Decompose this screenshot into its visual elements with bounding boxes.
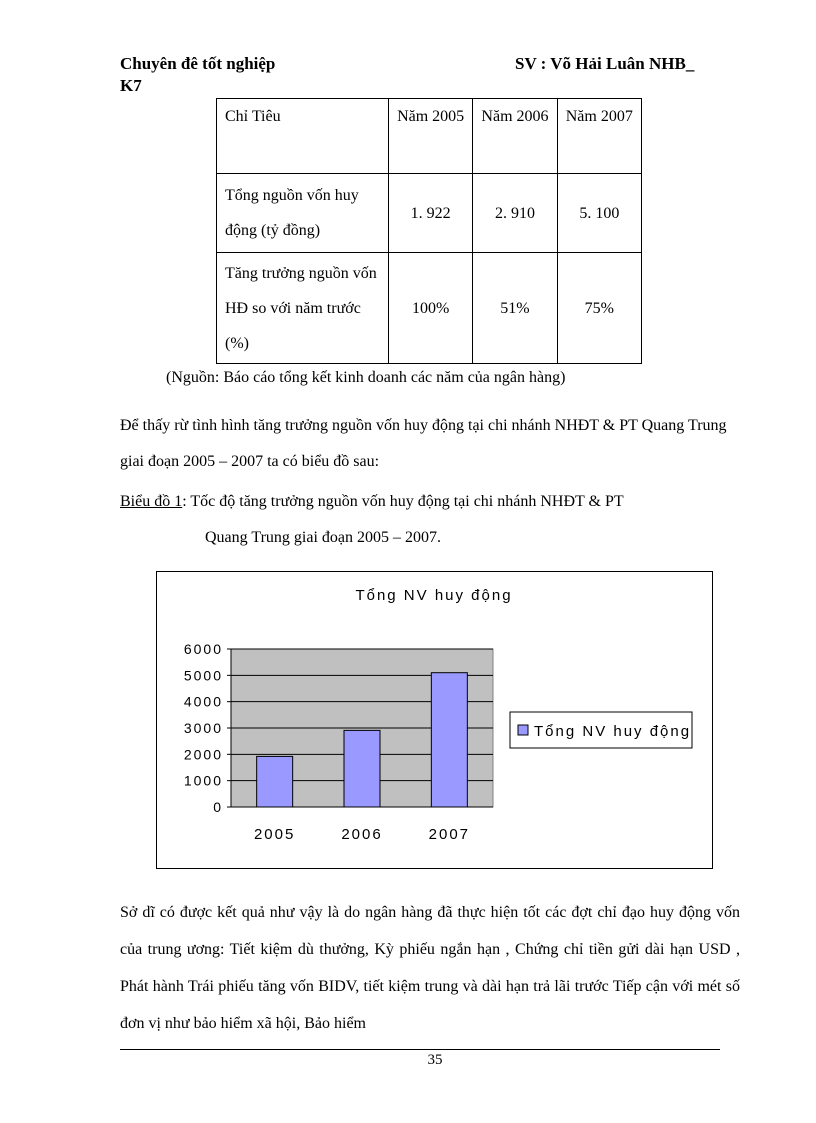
intro-paragraph: Để thấy rừ tình hình tăng trưởng nguồn vốn huy động tại chi nhánh NHĐT & PT Quang Trung giai đoạn 2005 – 2007 ta có biểu đồ sau: (120, 417, 727, 470)
chart-title: Tổng NV huy động (355, 587, 513, 604)
table-header-row (217, 99, 642, 174)
chart-canvas (157, 572, 712, 868)
y-tick-label: 0 (213, 799, 223, 815)
y-tick-label: 4000 (183, 693, 223, 710)
legend-label: Tổng NV huy động (534, 723, 692, 740)
y-tick-label: 1000 (183, 772, 223, 789)
caption-label: Biểu đồ 1 (120, 493, 183, 510)
table-row (217, 253, 642, 364)
y-tick-label: 5000 (183, 667, 223, 684)
table-cell: 2. 910 (473, 174, 557, 253)
header-continuation: K7 (120, 76, 142, 95)
header-cell: Chỉ Tiêu (217, 99, 389, 174)
legend-swatch (518, 725, 528, 735)
bar (257, 756, 293, 807)
data-table (216, 98, 642, 364)
x-tick-label: 2006 (341, 826, 383, 843)
caption-text: : Tốc độ tăng trưởng nguồn vốn huy động tại chi nhánh NHĐT & PT (182, 493, 624, 510)
table-cell: 5. 100 (557, 174, 641, 253)
x-tick-label: 2007 (428, 826, 471, 843)
source-note: (Nguồn: Báo cáo tổng kết kinh doanh các năm của ngân hàng) (166, 369, 566, 386)
closing-paragraph: Sở dĩ có được kết quả như vậy là do ngân hàng đã thực hiện tốt các đợt chỉ đạo huy động vốn của trung ương: Tiết kiệm dù thưởng, Kỳ phiếu ngắn hạn , Chứng chỉ tiền gửi dài hạn USD , Phát hành Trái phiếu tăng vốn BIDV, tiết kiệm trung và dài hạn trả lãi trước Tiếp cận với mét số đơn vị như bảo hiểm xã hội, Bảo hiểm (120, 904, 740, 1032)
header-left: Chuyên đê tốt nghiệp (120, 54, 276, 73)
table-row (217, 174, 642, 253)
x-tick-label: 2005 (253, 826, 296, 843)
y-tick-label: 2000 (183, 746, 223, 763)
page-number: 35 (427, 1052, 443, 1068)
row-label: Tổng nguồn vốn huy động (tỷ đồng) (217, 174, 389, 253)
bar (431, 673, 467, 807)
bar-chart (156, 571, 713, 869)
chart-caption (120, 484, 624, 520)
header-right: SV : Võ Hải Luân NHB_ (515, 54, 695, 73)
caption-continuation: Quang Trung giai đoạn 2005 – 2007. (205, 529, 441, 546)
row-label: Tăng trưởng nguồn vốn HĐ so với năm trước (%) (217, 253, 389, 364)
header-cell: Năm 2005 (388, 99, 472, 174)
y-tick-label: 6000 (183, 641, 223, 657)
table-cell: 51% (473, 253, 557, 364)
header-cell: Năm 2007 (557, 99, 641, 174)
bar (344, 730, 380, 807)
y-tick-label: 3000 (183, 720, 223, 736)
footer-rule (120, 1049, 720, 1050)
table-cell: 100% (388, 253, 472, 364)
table-cell: 1. 922 (388, 174, 472, 253)
header-cell: Năm 2006 (473, 99, 557, 174)
table-cell: 75% (557, 253, 641, 364)
